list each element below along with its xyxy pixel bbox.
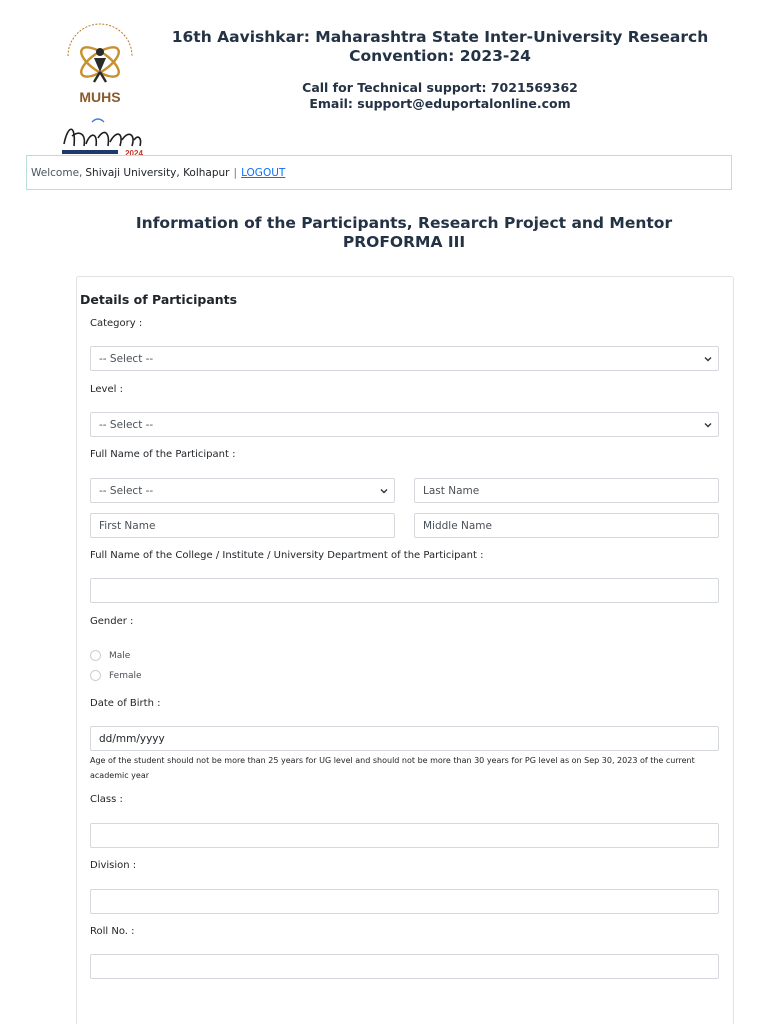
muhs-logo [58, 22, 142, 110]
level-select-value: -- Select -- [99, 418, 154, 431]
support-email: Email: support@eduportalonline.com [309, 96, 571, 111]
svg-text:MUHS: MUHS [79, 89, 121, 105]
radio-button[interactable] [90, 670, 101, 681]
radio-button[interactable] [90, 650, 101, 661]
first-name-placeholder: First Name [99, 519, 156, 532]
last-name-placeholder: Last Name [423, 484, 480, 497]
gender-option-female[interactable] [90, 670, 142, 681]
last-name-input[interactable] [414, 478, 719, 503]
name-title-select-value: -- Select -- [99, 484, 154, 497]
aavishkar-logo [58, 116, 146, 158]
division-label: Division : [90, 860, 137, 871]
first-name-input[interactable] [90, 513, 395, 538]
page-title-line2: PROFORMA III [342, 233, 466, 251]
category-select[interactable] [90, 346, 719, 371]
roll-label: Roll No. : [90, 926, 135, 937]
page-title-line1: Information of the Participants, Research Project and Mentor [135, 214, 673, 232]
convention-title: 16th Aavishkar: Maharashtra State Inter-University Research Convention: 2023-24 [171, 28, 709, 65]
support-info [162, 80, 718, 112]
level-select[interactable] [90, 412, 719, 437]
gender-option-label: Male [109, 650, 131, 661]
category-select-value: -- Select -- [99, 352, 154, 365]
division-input[interactable] [90, 889, 719, 914]
logout-link[interactable]: LOGOUT [241, 166, 286, 179]
college-input[interactable] [90, 578, 719, 603]
college-label: Full Name of the College / Institute / University Department of the Participant : [90, 550, 484, 561]
class-input[interactable] [90, 823, 719, 848]
chevron-down-icon [704, 355, 712, 363]
welcome-bar [26, 155, 732, 190]
level-label: Level : [90, 384, 123, 395]
fullname-label: Full Name of the Participant : [90, 449, 236, 460]
roll-input[interactable] [90, 954, 719, 979]
page-title [0, 214, 768, 252]
category-label: Category : [90, 318, 143, 329]
name-title-select[interactable] [90, 478, 395, 503]
welcome-separator: | [233, 166, 238, 179]
middle-name-input[interactable] [414, 513, 719, 538]
chevron-down-icon [704, 421, 712, 429]
page-header [0, 0, 768, 158]
gender-label: Gender : [90, 616, 134, 627]
gender-option-label: Female [109, 670, 142, 681]
dob-placeholder: dd/mm/yyyy [99, 732, 165, 745]
middle-name-placeholder: Middle Name [423, 519, 492, 532]
welcome-prefix: Welcome, [31, 166, 83, 179]
dob-input[interactable] [90, 726, 719, 751]
section-title: Details of Participants [80, 292, 238, 307]
gender-option-male[interactable] [90, 650, 130, 661]
class-label: Class : [90, 794, 123, 805]
support-phone: Call for Technical support: 7021569362 [302, 80, 578, 95]
dob-label: Date of Birth : [90, 698, 161, 709]
university-name: Shivaji University, Kolhapur [85, 166, 230, 179]
svg-text:2024: 2024 [125, 149, 143, 158]
chevron-down-icon [380, 487, 388, 495]
age-note: Age of the student should not be more than 25 years for UG level and should not be more than 30 years for PG level as on Sep 30, 2023 of the current academic year [90, 756, 695, 780]
